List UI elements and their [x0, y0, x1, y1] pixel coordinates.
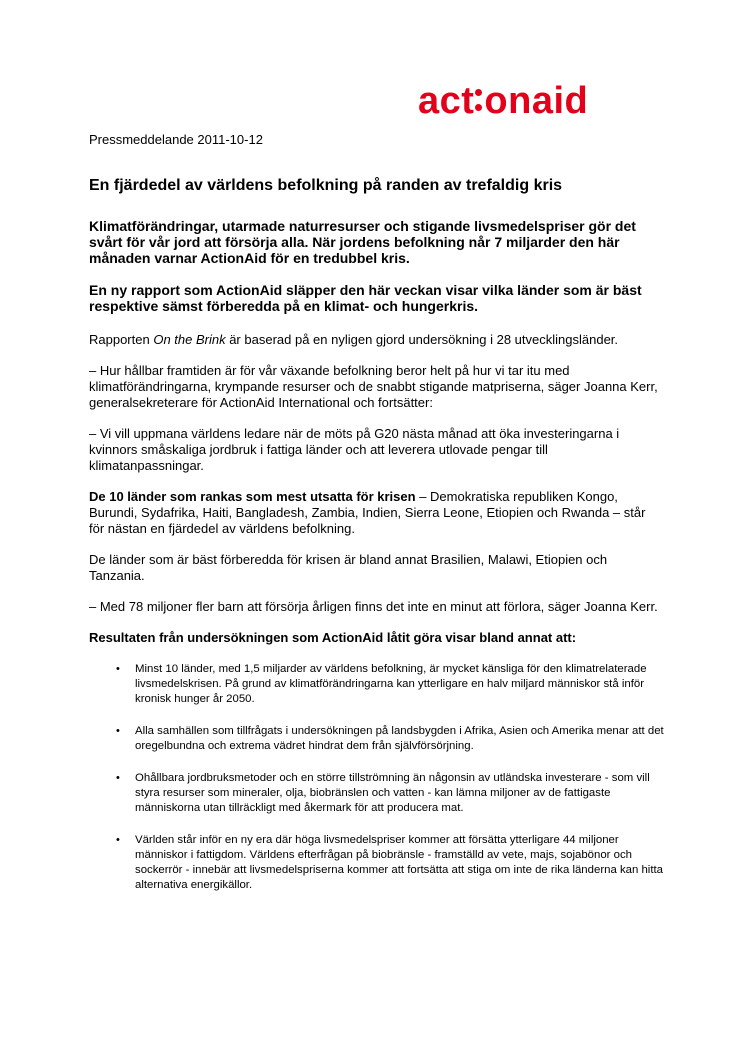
actionaid-logo	[418, 80, 646, 122]
results-heading: Resultaten från undersökningen som ActionAid låtit göra visar bland annat att:	[89, 630, 577, 645]
quote-paragraph-3: – Med 78 miljoner fler barn att försörja årligen finns det inte en minut att förlora, säger Joanna Kerr.	[89, 599, 658, 614]
top10-bold: De 10 länder som rankas som mest utsatta för krisen	[89, 489, 416, 504]
list-item-text: Minst 10 länder, med 1,5 miljarder av världens befolkning, är mycket känsliga för den klimatrelaterade livsmedelskrisen. På grund av klimatförändringarna kan ytterligare en halv miljard människor stå inför kronisk hunger år 2050.	[135, 663, 647, 705]
results-list	[89, 662, 664, 893]
bullet-icon: •	[116, 725, 120, 737]
report-title: On the Brink	[153, 332, 226, 347]
headline: En fjärdedel av världens befolkning på randen av trefaldig kris	[89, 177, 563, 194]
list-item-text: Världen står inför en ny era där höga livsmedelspriser kommer att försätta ytterligare 44 miljoner människor i fattigdom. Världens efterfrågan på biobränsle - framställd av vete, majs, sojabönor och sockerrör - innebär att livsmedelspriserna kommer att fortsätta att stiga om inte de rika länderna kan hitta alternativa energikällor.	[135, 834, 664, 891]
bullet-icon: •	[116, 772, 120, 784]
logo-text-left: act	[418, 80, 475, 122]
bullet-icon: •	[116, 663, 120, 675]
list-item	[89, 833, 671, 893]
quote-paragraph-2: – Vi vill uppmana världens ledare när de möts på G20 nästa månad att öka investeringarna i kvinnors småskaliga jordbruk i fattiga länder och att leverera utlovade pengar till klimatanpassningar.	[89, 426, 620, 473]
press-release-date: Pressmeddelande 2011-10-12	[89, 132, 263, 147]
press-release-body	[89, 132, 664, 910]
bullet-icon: •	[116, 834, 120, 846]
lead-paragraph-2: En ny rapport som ActionAid släpper den här veckan visar vilka länder som är bäst respektive sämst förberedda på en klimat- och hungerkris.	[89, 282, 642, 314]
list-item	[89, 662, 671, 707]
lead-paragraph-1: Klimatförändringar, utarmade naturresurser och stigande livsmedelspriser gör det svårt för vår jord att försörja alla. När jordens befolkning når 7 miljarder den här månaden varnar ActionAid för en tredubbel kris.	[89, 218, 636, 266]
quote-paragraph-1: – Hur hållbar framtiden är för vår växande befolkning beror helt på hur vi tar itu med klimatförändringarna, krympande resurser och de snabbt stigande matpriserna, säger Joanna Kerr, generalsekreterare för ActionAid International och fortsätter:	[89, 363, 658, 410]
logo-text-right: onaid	[484, 80, 589, 122]
report-text-before: Rapporten	[89, 332, 154, 347]
list-item	[89, 724, 671, 754]
prepared-paragraph: De länder som är bäst förberedda för krisen är bland annat Brasilien, Malawi, Etiopien och Tanzania.	[89, 552, 608, 583]
list-item-text: Alla samhällen som tillfrågats i undersökningen på landsbygden i Afrika, Asien och Amerika menar att det oregelbundna och extrema vädret hindrat dem från självförsörjning.	[135, 725, 664, 752]
list-item	[89, 771, 671, 816]
top10-paragraph	[89, 489, 659, 537]
report-paragraph	[89, 332, 659, 348]
report-text-after: är baserad på en nyligen gjord undersökning i 28 utvecklingsländer.	[225, 332, 619, 347]
list-item-text: Ohållbara jordbruksmetoder och en större tillströmning än någonsin av utländska investerare - som vill styra resurser som mineraler, olja, biobränslen och vatten - kan lämna miljoner av de fattigaste människorna utan tillräckligt med åkermark för att producera mat.	[135, 772, 650, 814]
top10-rest: – Demokratiska republiken Kongo, Burundi, Sydafrika, Haiti, Bangladesh, Zambia, Indien, Sierra Leone, Etiopien och Rwanda – står för nästan en fjärdedel av världens befolkning.	[89, 489, 646, 536]
